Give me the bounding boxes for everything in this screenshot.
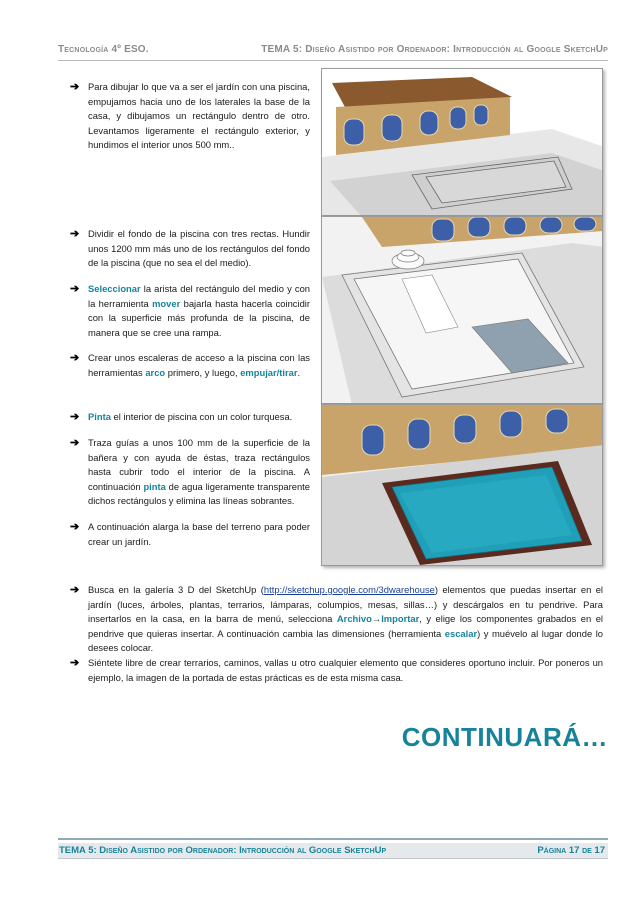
warehouse-link[interactable]: http://sketchup.google.com/3dwarehouse [263, 584, 435, 595]
bullet-3: ➔ Seleccionar la arista del rectángulo del medio y con la herramienta mover bajarla hasta hacerla coincidir con la superficie más profunda de la piscina, de manera que se cree una rampa. [70, 283, 310, 338]
bullet-2: ➔ Dividir el fondo de la piscina con tres rectas. Hundir unos 1200 mm más uno de los rectángulos del fondo de la piscina (que no sea el del medio). [70, 228, 310, 268]
bullet-6: ➔ Traza guías a unos 100 mm de la superficie de la bañera y con ayuda de éstas, traza rectángulos hasta cubrir todo el interior de la piscina. A continuación pinta de agua ligeramente transparente dichos rectángulos y elimina las líneas sobrantes. [70, 437, 310, 506]
arrow-icon: ➔ [70, 81, 80, 93]
page-footer [58, 843, 608, 859]
bullet-4: ➔ Crear unos escaleras de acceso a la piscina con las herramientas arco primero, y luego, empujar/tirar. [70, 352, 310, 378]
page-number: Página 17 de 17 [537, 845, 605, 856]
continuara-heading: CONTINUARÁ… [401, 722, 608, 752]
bullet-8: ➔ Busca en la galería 3 D del SketchUp (http://sketchup.google.com/3dwarehouse) elementos que puedas insertar en el jardín (luces, árboles, plantas, terrarios, lámparas, columpios, mesas, sillas…) y descárgalos en tu pendrive. Para insertarlos en la casa, en la barra de menú, selecciona Archivo→Importar, y elige los componentes grabados en el pendrive que quieras insertar. A continuación cambia las dimensiones (herramienta escalar) y muévelo al lugar donde lo desees colocar. [70, 584, 604, 653]
header-rule [58, 60, 608, 61]
bullet-9: ➔ Siéntete libre de crear terrarios, caminos, vallas u otro cualquier elemento que consideres oportuno incluir. Por poneros un ejemplo, la imagen de la portada de estas prácticas es de esta misma casa. [70, 657, 603, 683]
arrow-icon: ➔ [70, 283, 80, 295]
figure-pool-ramp-stairs [321, 216, 603, 404]
arrow-icon: ➔ [70, 521, 80, 533]
arrow-icon: ➔ [70, 657, 80, 669]
arrow-icon: ➔ [70, 352, 80, 364]
header-right: TEMA 5: Diseño Asistido por Ordenador: Introducción al Google SketchUp [261, 44, 608, 55]
bullet-1: ➔ Para dibujar lo que va a ser el jardín con una piscina, empujamos hacia uno de los laterales la base de la casa, y dibujamos un rectángulo dentro de otro. Levantamos ligeramente el rectángulo exterior, y hundimos el interior unos 500 mm.. [70, 81, 310, 150]
arrow-icon: ➔ [70, 584, 80, 596]
footer-left: TEMA 5: Diseño Asistido por Ordenador: Introducción al Google SketchUp [59, 845, 387, 856]
arrow-icon: ➔ [70, 411, 80, 423]
arrow-icon: ➔ [70, 228, 80, 240]
bullet-7: ➔ A continuación alarga la base del terreno para poder crear un jardín. [70, 521, 310, 547]
footer-rule [58, 838, 608, 840]
bullet-5: ➔ Pinta el interior de piscina con un color turquesa. [70, 411, 293, 423]
arrow-icon: ➔ [70, 437, 80, 449]
header-left: Tecnología 4º ESO. [58, 44, 149, 55]
figure-turquoise-pool [321, 404, 603, 566]
figure-house-pool-outline [321, 68, 603, 216]
page-header [58, 44, 608, 58]
